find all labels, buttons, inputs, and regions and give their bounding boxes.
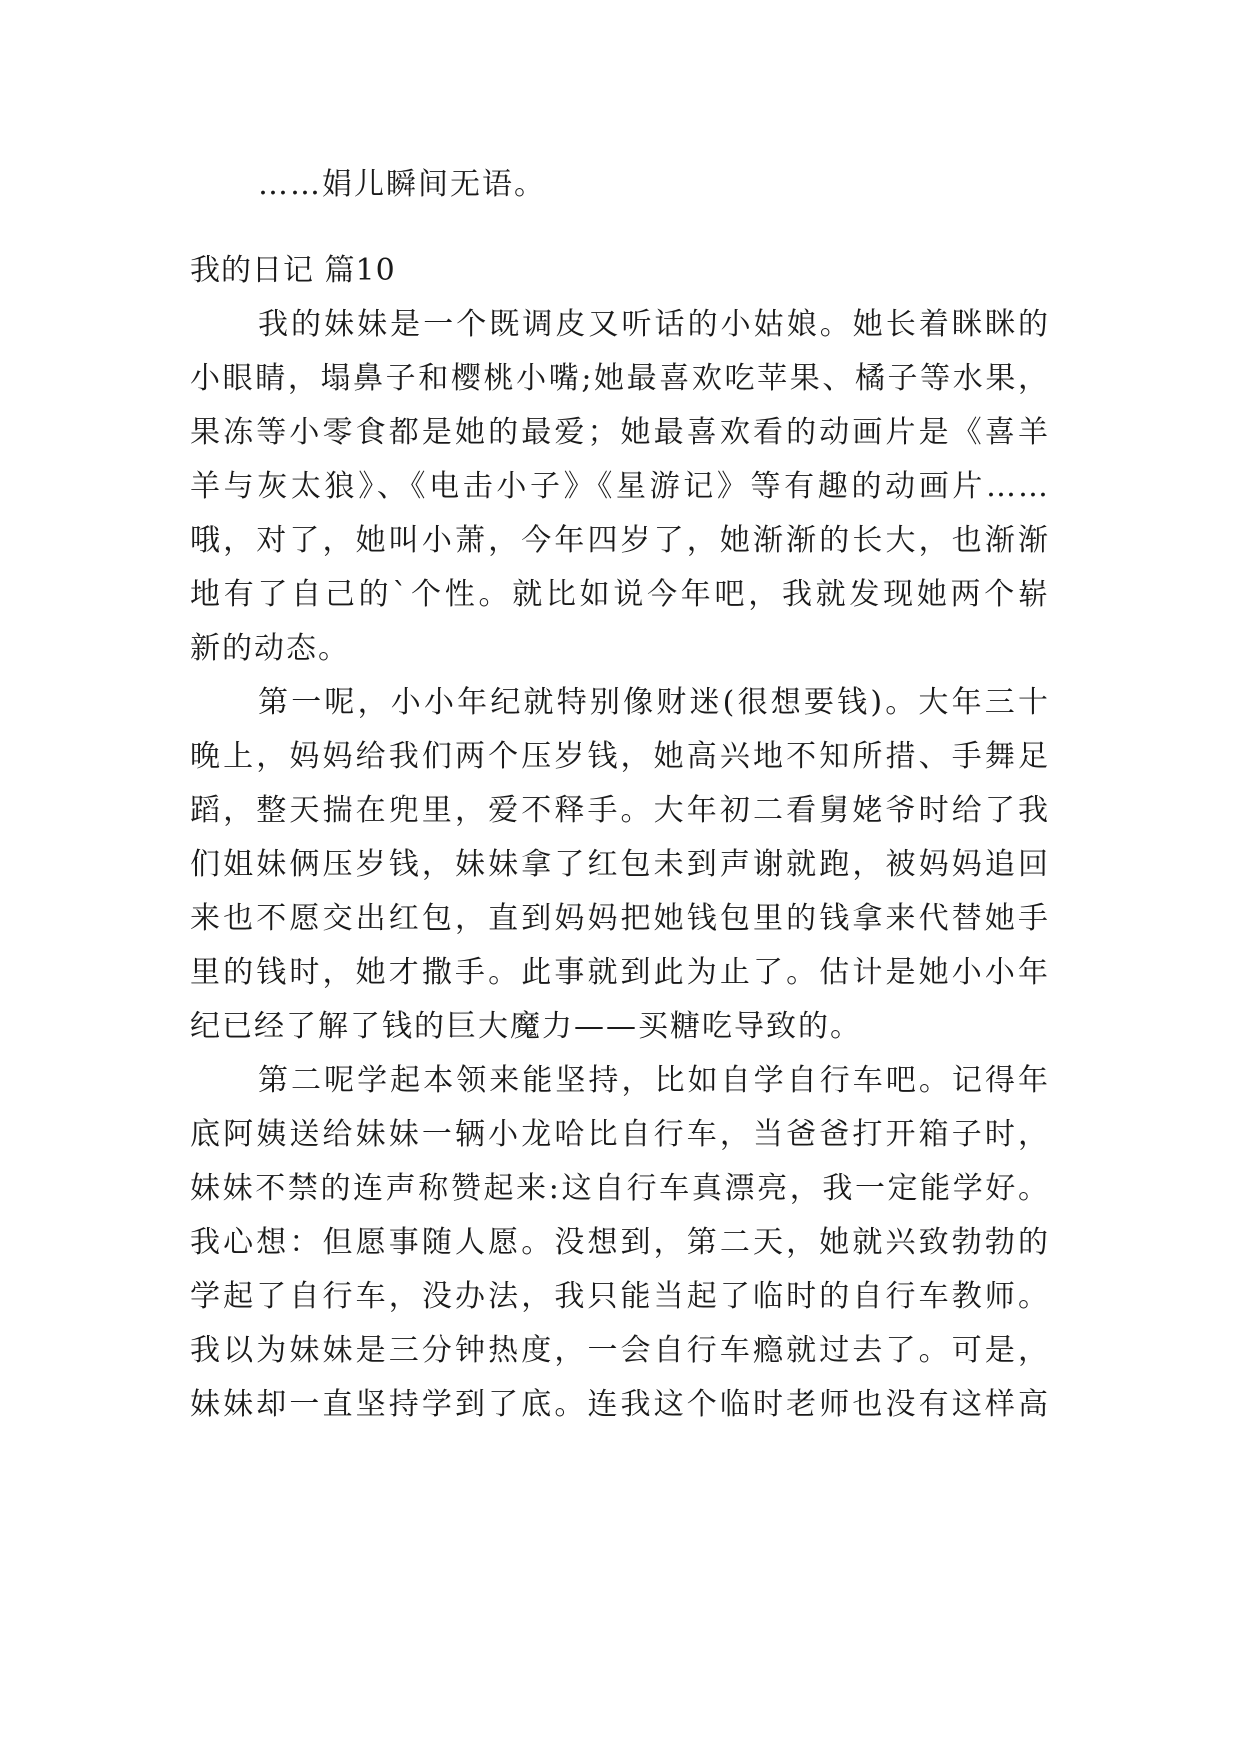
- paragraph-1-line-7: 新的动态。: [190, 631, 350, 666]
- paragraph-2-line-5: 来也不愿交出红包，直到妈妈把她钱包里的钱拿来代替她手: [190, 901, 1050, 936]
- paragraph-3-line-7: 妹妹却一直坚持学到了底。连我这个临时老师也没有这样高: [190, 1387, 1050, 1422]
- lead-line: ……娟儿瞬间无语。: [258, 167, 546, 202]
- paragraph-1-line-6: 地有了自己的`个性。就比如说今年吧，我就发现她两个崭: [190, 577, 1050, 612]
- paragraph-3-line-6: 我以为妹妹是三分钟热度，一会自行车瘾就过去了。可是，: [190, 1333, 1050, 1368]
- section-title: 我的日记 篇10: [190, 253, 396, 288]
- paragraph-2-line-2: 晚上，妈妈给我们两个压岁钱，她高兴地不知所措、手舞足: [190, 739, 1050, 774]
- paragraph-1-line-5: 哦，对了，她叫小萧，今年四岁了，她渐渐的长大，也渐渐: [190, 523, 1050, 558]
- paragraph-2-line-3: 蹈，整天揣在兜里，爱不释手。大年初二看舅姥爷时给了我: [190, 793, 1050, 828]
- paragraph-2-line-6: 里的钱时，她才撒手。此事就到此为止了。估计是她小小年: [190, 955, 1050, 990]
- paragraph-2-line-1: 第一呢，小小年纪就特别像财迷(很想要钱)。大年三十: [258, 685, 1050, 720]
- paragraph-3-line-5: 学起了自行车，没办法，我只能当起了临时的自行车教师。: [190, 1279, 1050, 1314]
- paragraph-3-line-2: 底阿姨送给妹妹一辆小龙哈比自行车，当爸爸打开箱子时，: [190, 1117, 1050, 1152]
- paragraph-2-line-4: 们姐妹俩压岁钱，妹妹拿了红包未到声谢就跑，被妈妈追回: [190, 847, 1050, 882]
- paragraph-1-line-1: 我的妹妹是一个既调皮又听话的小姑娘。她长着眯眯的: [258, 307, 1050, 342]
- paragraph-2-line-7: 纪已经了解了钱的巨大魔力——买糖吃导致的。: [190, 1009, 862, 1044]
- paragraph-1-line-2: 小眼睛，塌鼻子和樱桃小嘴;她最喜欢吃苹果、橘子等水果，: [190, 361, 1050, 396]
- paragraph-1-line-4: 羊与灰太狼》、《电击小子》《星游记》等有趣的动画片……: [190, 469, 1050, 504]
- paragraph-3-line-4: 我心想：但愿事随人愿。没想到，第二天，她就兴致勃勃的: [190, 1225, 1050, 1260]
- paragraph-3-line-3: 妹妹不禁的连声称赞起来:这自行车真漂亮，我一定能学好。: [190, 1171, 1050, 1206]
- paragraph-1-line-3: 果冻等小零食都是她的最爱；她最喜欢看的动画片是《喜羊: [190, 415, 1050, 450]
- paragraph-3-line-1: 第二呢学起本领来能坚持，比如自学自行车吧。记得年: [258, 1063, 1050, 1098]
